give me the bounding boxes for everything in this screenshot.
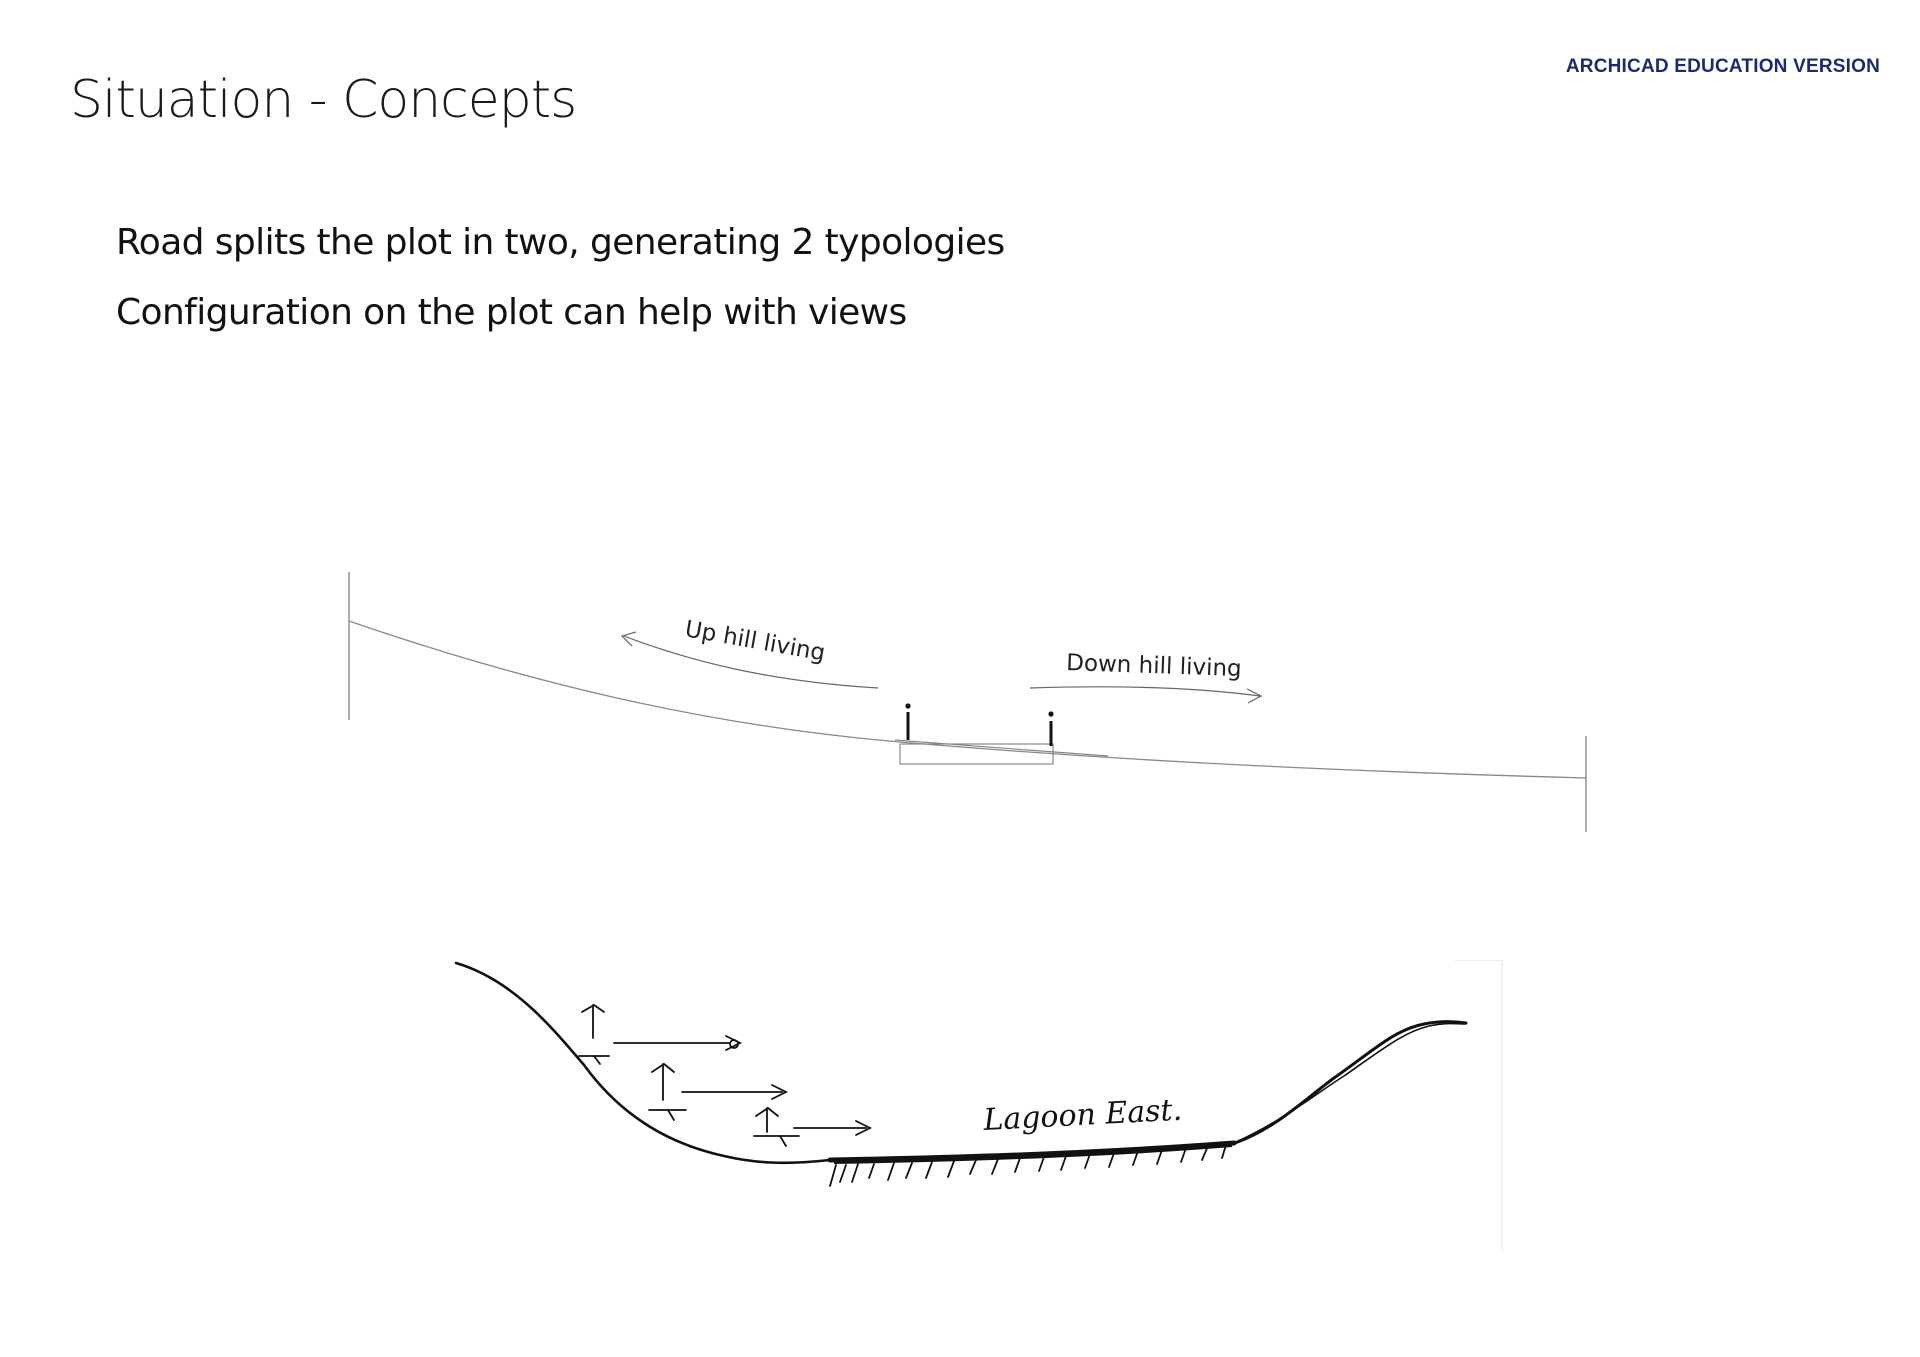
uphill-arrowhead	[622, 632, 636, 646]
person-figure-right	[1048, 711, 1053, 746]
house-view-arrow-2	[649, 1064, 786, 1120]
bullet-item-road-split: Road splits the plot in two, generating 2 typologies	[116, 222, 1005, 263]
hand-sketch-panel	[454, 960, 1506, 1250]
uphill-label: Up hill living	[682, 616, 828, 667]
lagoon-east-label: Lagoon East.	[982, 1092, 1183, 1138]
watermark-label: ARCHICAD EDUCATION VERSION	[1565, 56, 1880, 77]
person-figure-left	[905, 703, 910, 740]
hand-sketch-drawing	[454, 960, 1506, 1250]
house-view-arrow-3	[754, 1108, 870, 1146]
road-platform	[900, 744, 1053, 764]
downhill-label: Down hill living	[1065, 650, 1243, 683]
house-view-arrow-1	[579, 1005, 740, 1064]
bullet-item-configuration: Configuration on the plot can help with views	[116, 292, 907, 333]
left-slope-line	[456, 963, 830, 1163]
downhill-arrow	[1030, 687, 1260, 696]
page-title: Situation - Concepts	[70, 70, 577, 130]
terrain-line	[349, 621, 1586, 778]
road-slope-line	[895, 740, 1108, 756]
